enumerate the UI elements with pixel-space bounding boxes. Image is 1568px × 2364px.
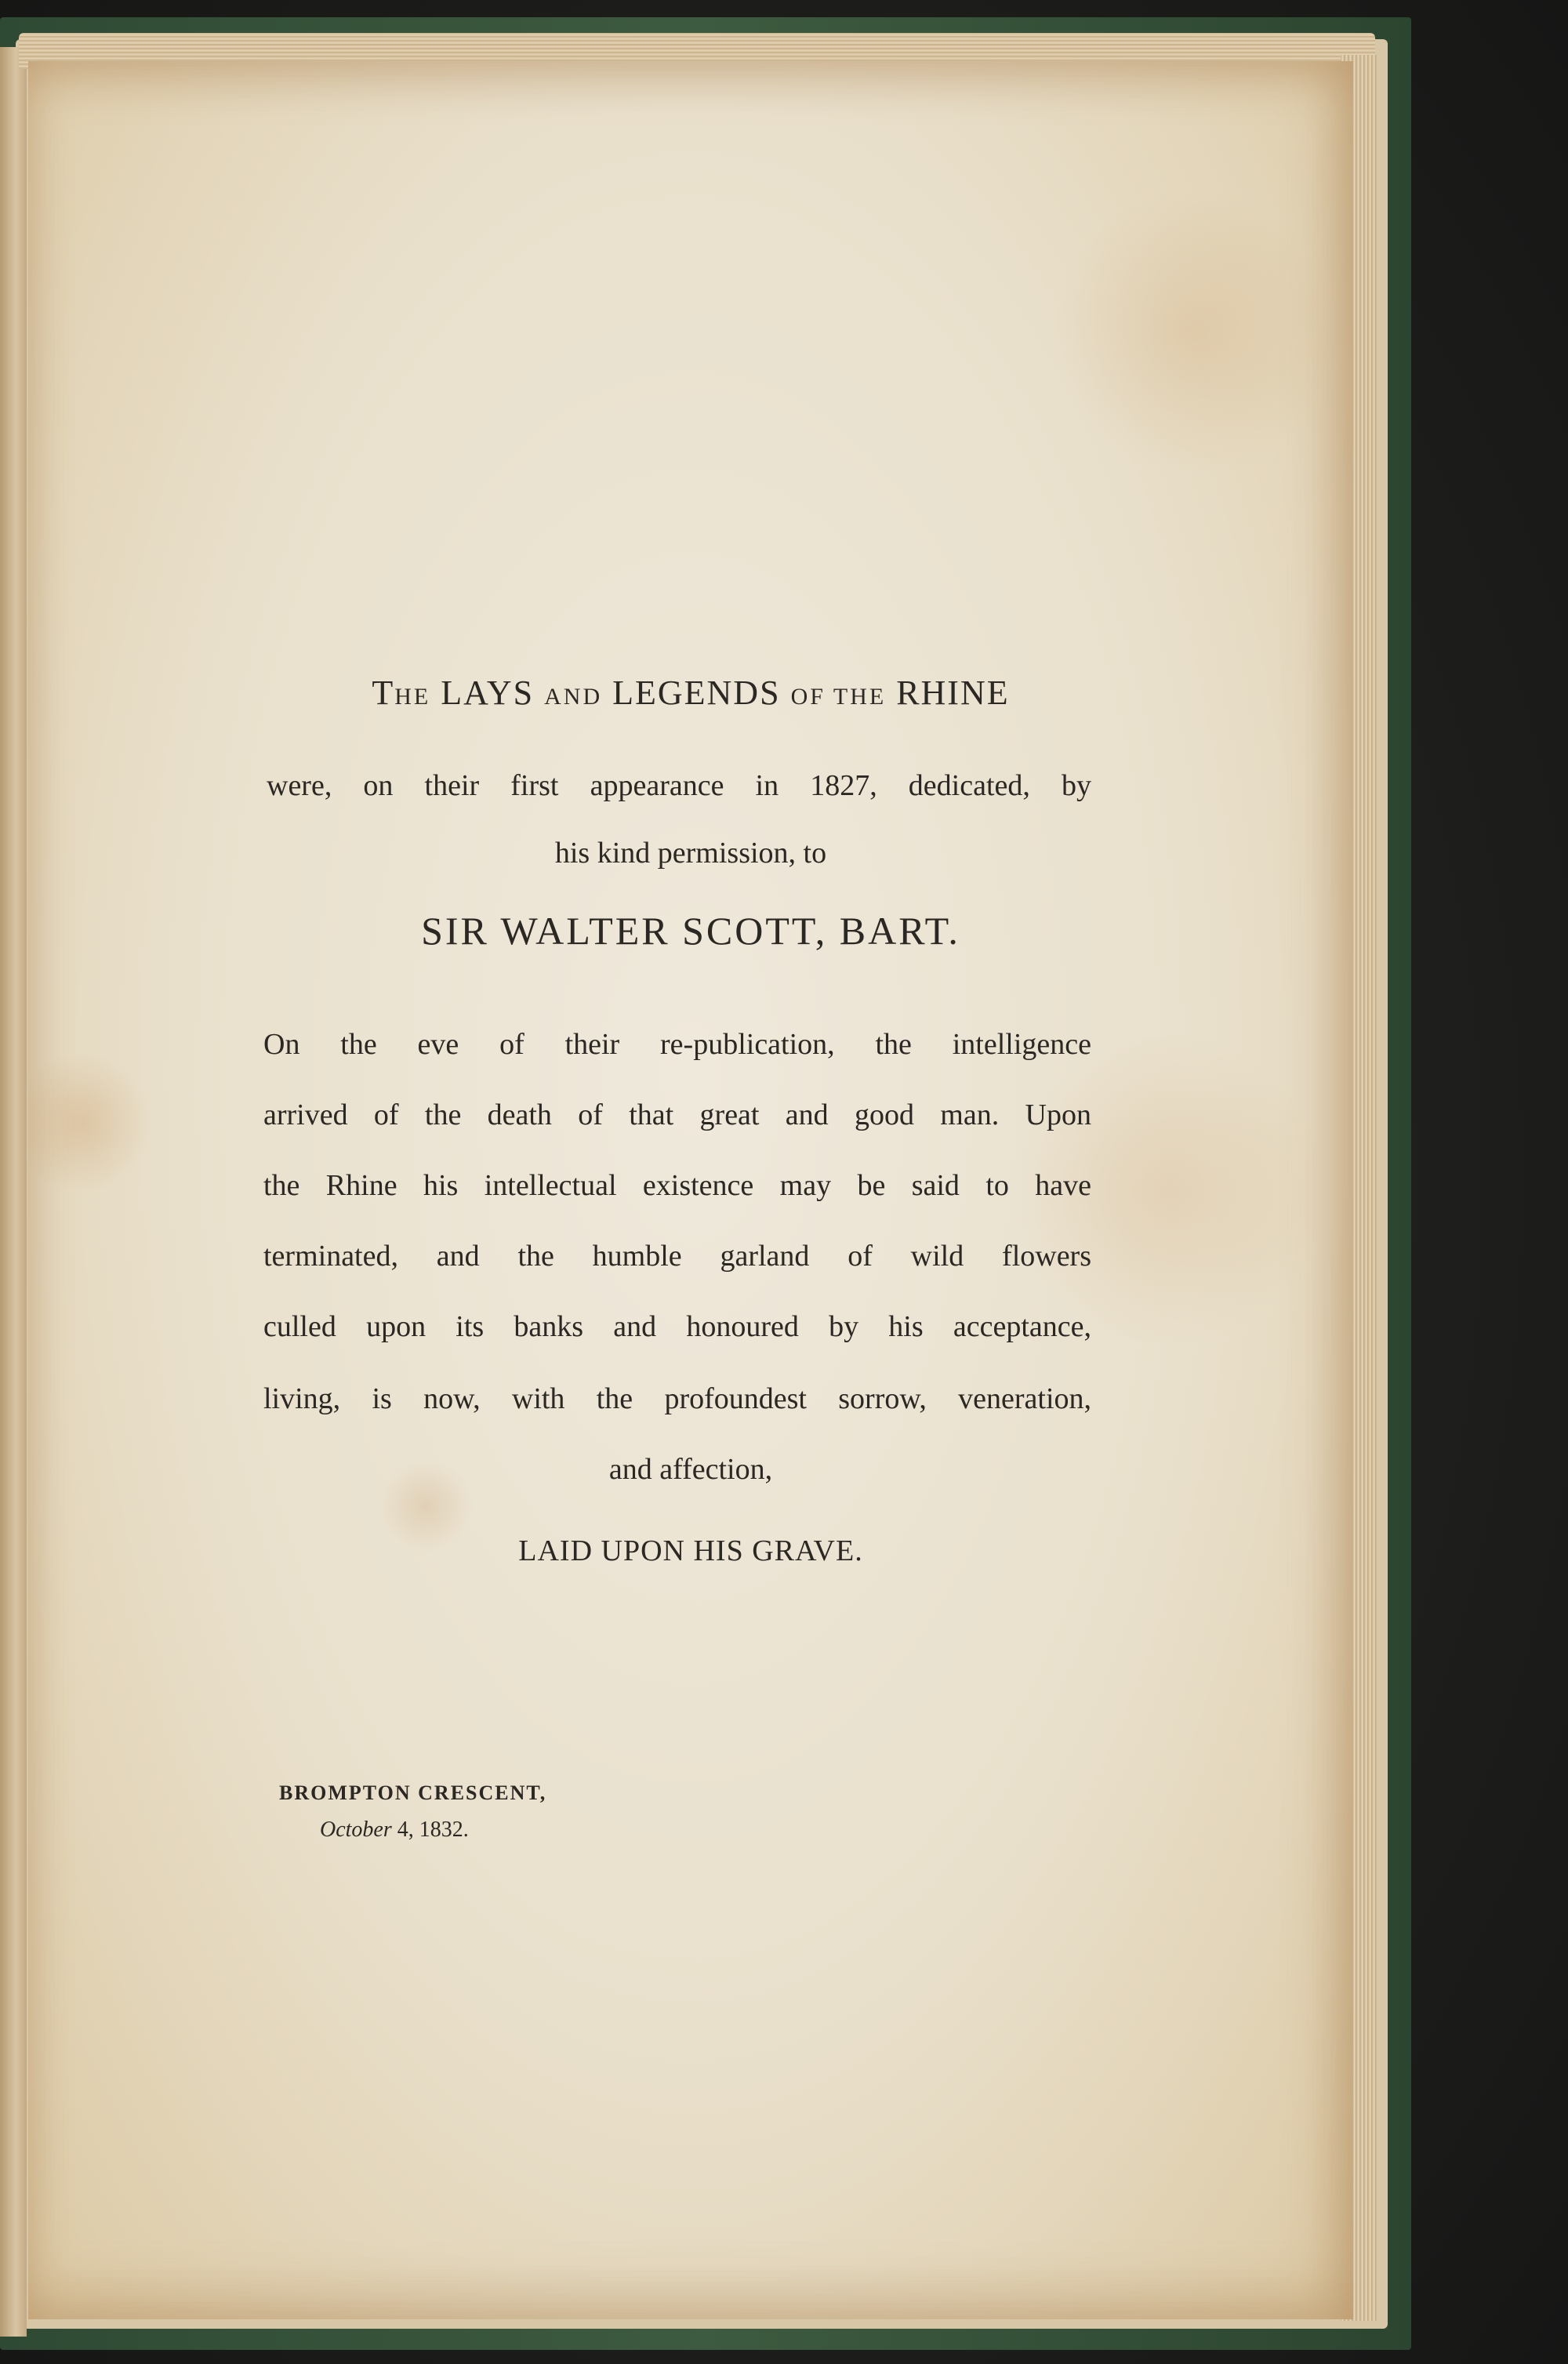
heading-word-and: AND [544,684,603,710]
signature-date [320,1817,469,1843]
heading-word-cap: T [372,674,395,712]
heading-word-rhine: RHINE [896,674,1010,712]
heading-word-rest: HE [394,684,431,710]
dedication-line-2: his kind permission, to [554,837,827,870]
closing-line: LAID UPON HIS GRAVE. [518,1534,863,1567]
signature-place: BROMPTON CRESCENT, [279,1781,547,1804]
paragraph-line: living, is now, with the profoundest sorrow, veneration, [263,1382,1091,1415]
dedication-page [28,61,1353,2319]
date-rest: 4, 1832. [397,1817,469,1842]
paragraph-line: the Rhine his intellectual existence may be said to have [263,1169,1091,1202]
paragraph-line: terminated, and the humble garland of wild flowers [263,1240,1091,1273]
heading-word-lays: LAYS [441,674,535,712]
title-heading [28,673,1353,713]
dedication-line-1: were, on their first appearance in 1827, dedicated, by [267,769,1091,802]
heading-word-of-the: OF THE [790,684,887,710]
dedicatee-name: SIR WALTER SCOTT, BART. [421,909,960,953]
paragraph-line: arrived of the death of that great and good man. Upon [263,1098,1091,1131]
heading-word-legends: LEGENDS [612,674,781,712]
paragraph-last-line: and affection, [608,1453,773,1486]
paragraph-line: culled upon its banks and honoured by his acceptance, [263,1310,1091,1343]
paragraph-line: On the eve of their re-publication, the intelligence [263,1028,1091,1061]
date-month: October [320,1817,392,1842]
left-page-edge [0,47,27,2337]
